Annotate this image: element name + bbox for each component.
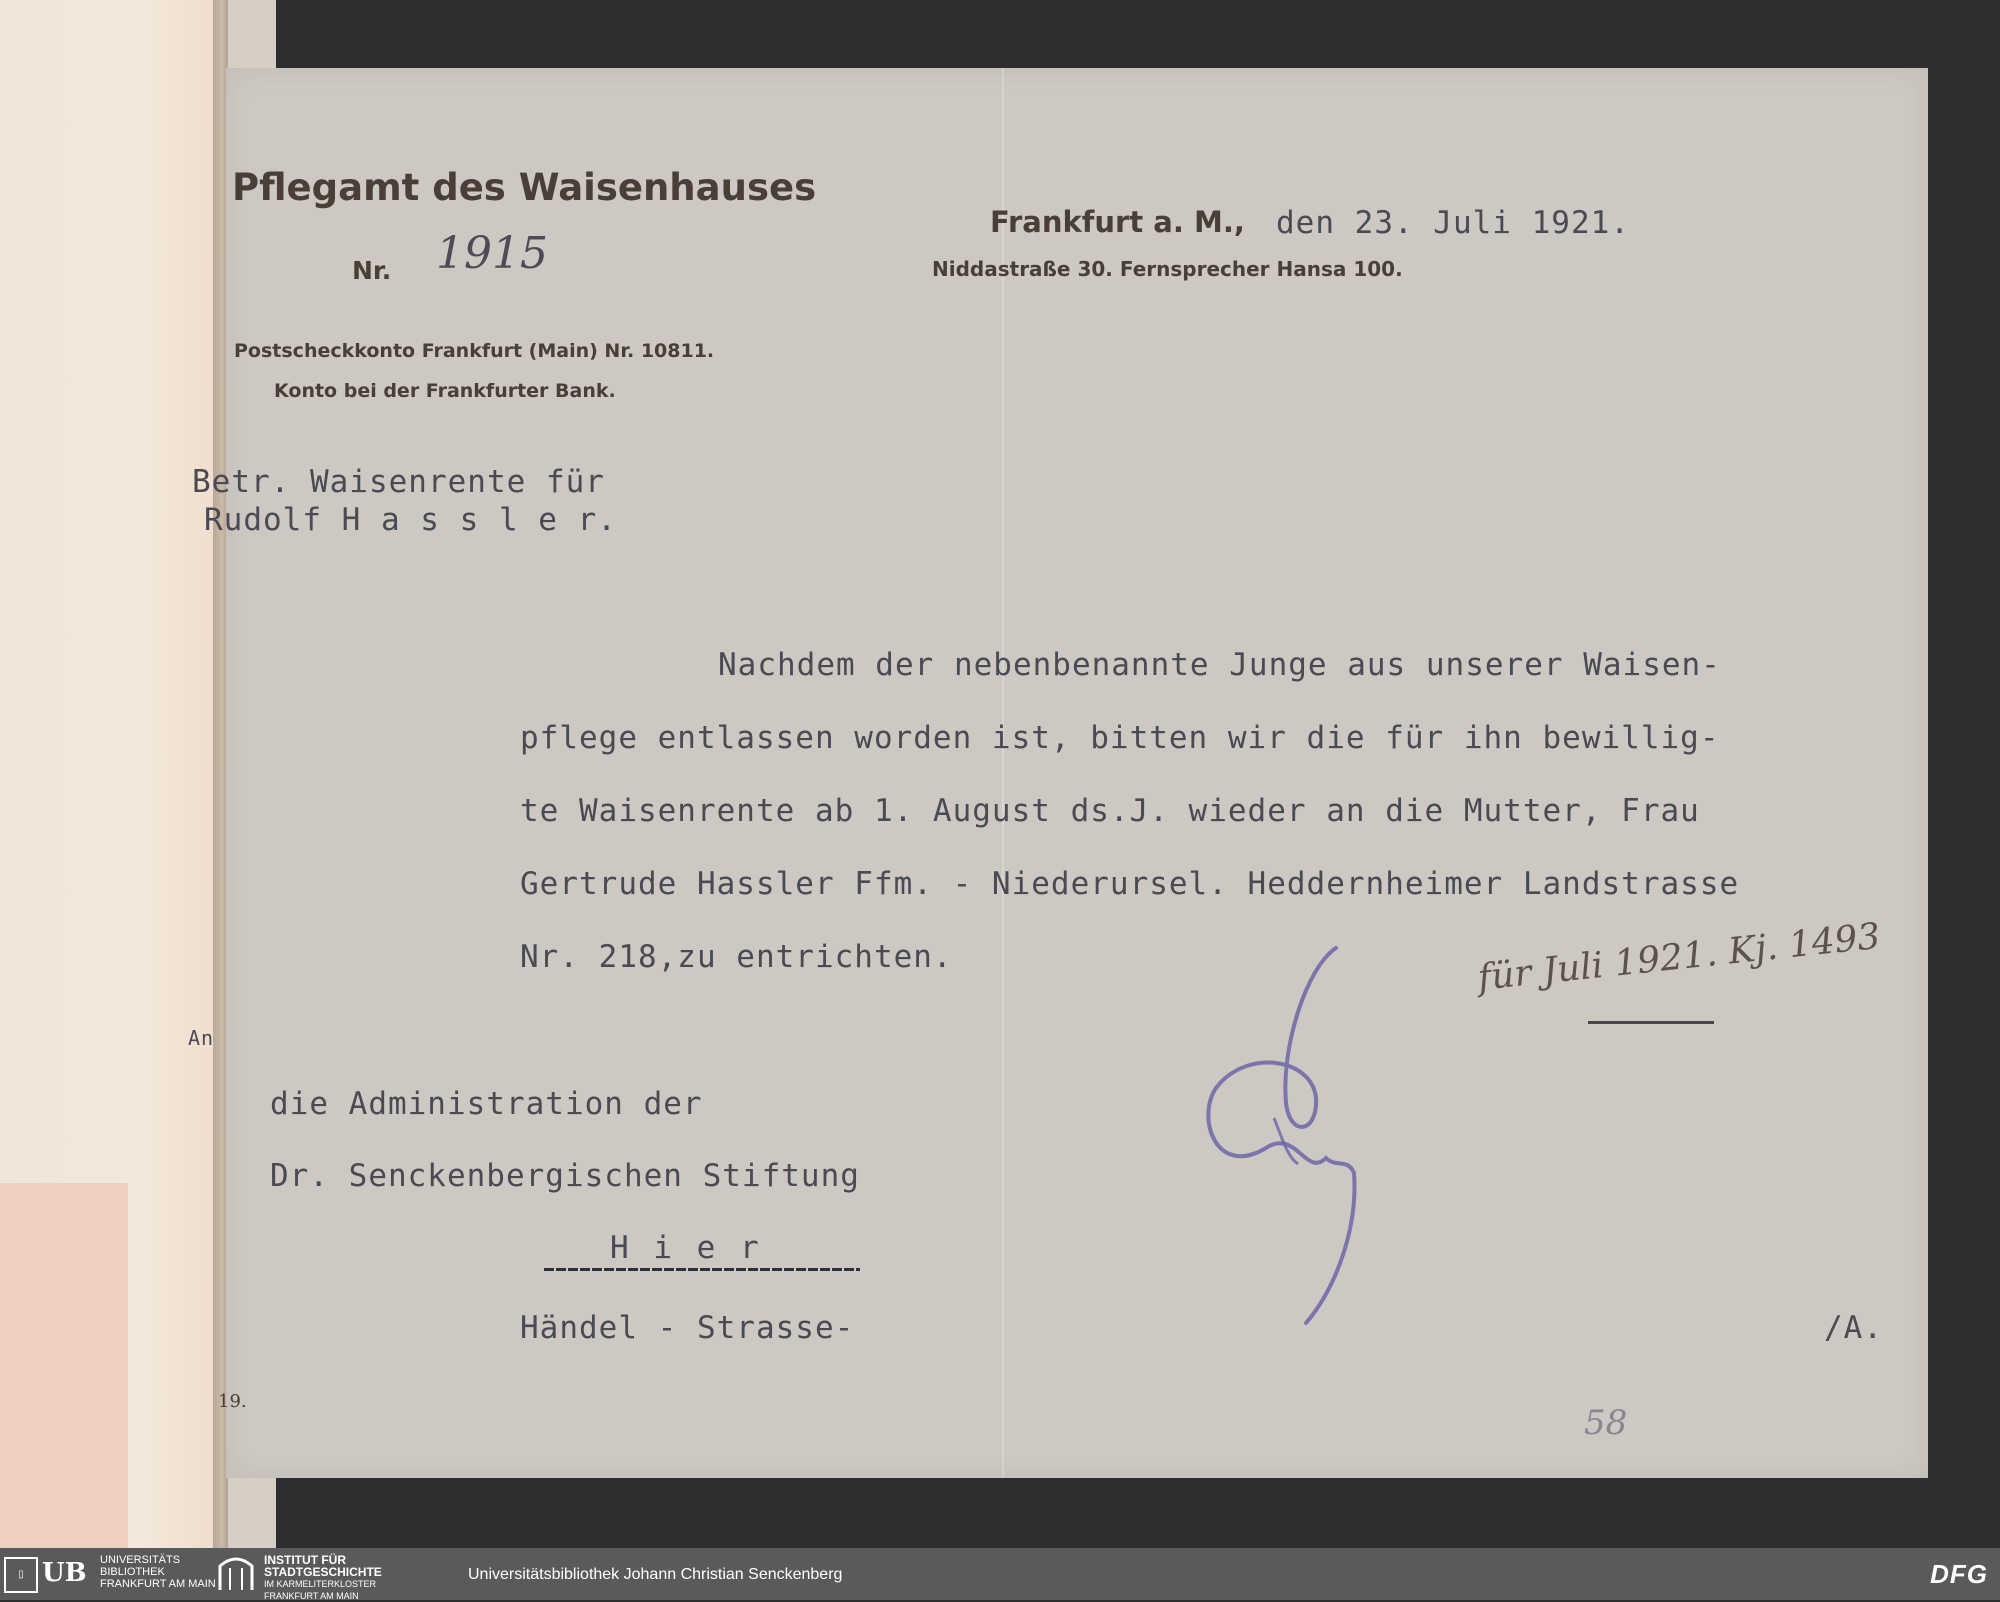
subject-line-1: Betr. Waisenrente für [192, 464, 605, 500]
subject-line-2: Rudolf H a s s l e r. [204, 502, 617, 538]
office-address: Niddastraße 30. Fernsprecher Hansa 100. [932, 257, 1403, 281]
recipient-line-3: H i e r [610, 1230, 762, 1266]
ub-logo: UB [42, 1558, 87, 1588]
body-line-2: pflege entlassen worden ist, bitten wir die für ihn bewillig- [520, 720, 1720, 756]
recipient-underline [544, 1268, 860, 1271]
body-line-3: te Waisenrente ab 1. August ds.J. wieder an die Mutter, Frau [520, 793, 1700, 829]
isg-caption: INSTITUT FÜR STADTGESCHICHTE IM KARMELITERKLOSTER FRANKFURT AM MAIN [264, 1553, 382, 1601]
dfg-logo: DFG [1930, 1559, 1988, 1589]
reference-number: 1915 [436, 228, 548, 279]
letter-sheet [188, 68, 1928, 1478]
bank-account: Konto bei der Frankfurter Bank. [274, 380, 616, 402]
left-page-pink-sheet [0, 1183, 128, 1548]
signature [1186, 928, 1386, 1348]
annotation-underline [1588, 1021, 1714, 1024]
reference-number-label: Nr. [352, 256, 392, 285]
reference-initials: /A. [1824, 1310, 1883, 1346]
recipient-line-1: die Administration der [270, 1086, 703, 1122]
ub-caption: UNIVERSITÄTS BIBLIOTHEK FRANKFURT AM MAIN [100, 1554, 216, 1590]
handwritten-annotation: für Juli 1921. Kj. 1493 [1475, 915, 1883, 999]
city: Frankfurt a. M., [990, 205, 1245, 239]
body-line-4: Gertrude Hassler Ffm. - Niederursel. Heddernheimer Landstrasse [520, 866, 1740, 902]
letter-date: den 23. Juli 1921. [1276, 205, 1630, 241]
library-credit: Universitätsbibliothek Johann Christian Senckenberg [468, 1566, 843, 1583]
body-line-5: Nr. 218,zu entrichten. [520, 939, 953, 975]
form-number: 19. [218, 1391, 247, 1412]
page-number: 58 [1584, 1403, 1628, 1443]
footer-bar [0, 1548, 2000, 1600]
isg-logo-icon [216, 1556, 256, 1592]
recipient-line-4: Händel - Strasse- [520, 1310, 855, 1346]
recipient-line-2: Dr. Senckenbergischen Stiftung [270, 1158, 860, 1194]
recipient-prefix: An [188, 1026, 215, 1050]
postscheck-account: Postscheckkonto Frankfurt (Main) Nr. 10811. [234, 340, 715, 362]
body-line-1: Nachdem der nebenbenannte Junge aus unserer Waisen- [718, 647, 1721, 683]
ub-logo-icon: ▯ [4, 1557, 38, 1593]
organization-name: Pflegamt des Waisenhauses [232, 166, 817, 209]
